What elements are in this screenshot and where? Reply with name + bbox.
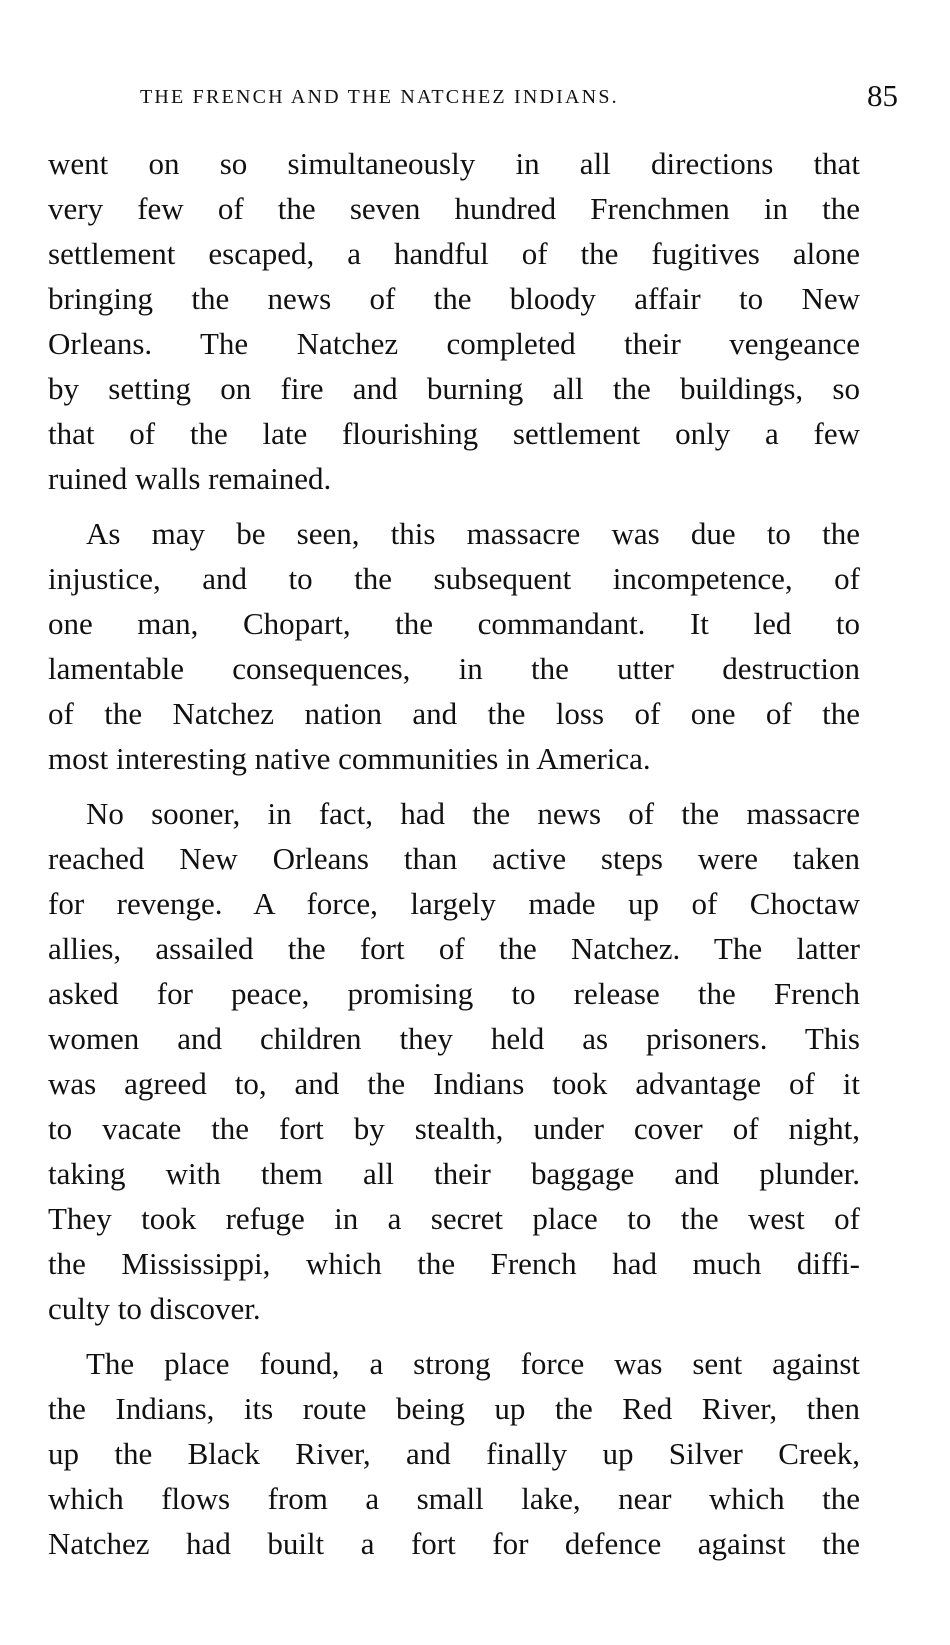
text-line: Natchez had built a fort for defence against the <box>48 1526 860 1561</box>
running-head <box>50 78 900 118</box>
text-line: went on so simultaneously in all directions that <box>48 146 860 181</box>
text-line: for revenge. A force, largely made up of Choctaw <box>48 886 860 921</box>
paragraph-3 <box>48 791 860 1331</box>
text-line: very few of the seven hundred Frenchmen in the <box>48 191 860 226</box>
page-number: 85 <box>867 78 898 113</box>
text-line: most interesting native communities in America. <box>48 741 651 776</box>
body-text <box>48 141 860 1576</box>
text-line: that of the late flourishing settlement only a few <box>48 416 860 451</box>
text-line: asked for peace, promising to release the French <box>48 976 860 1011</box>
text-line: up the Black River, and finally up Silver Creek, <box>48 1436 860 1471</box>
text-line: bringing the news of the bloody affair to New <box>48 281 860 316</box>
paragraph-1 <box>48 141 860 501</box>
text-line: taking with them all their baggage and plunder. <box>48 1156 860 1191</box>
text-line: the Indians, its route being up the Red River, then <box>48 1391 860 1426</box>
text-line: the Mississippi, which the French had much diffi- <box>48 1246 860 1281</box>
text-line: settlement escaped, a handful of the fugitives alone <box>48 236 860 271</box>
text-line: women and children they held as prisoners. This <box>48 1021 860 1056</box>
text-line: which flows from a small lake, near which the <box>48 1481 860 1516</box>
text-line: was agreed to, and the Indians took advantage of it <box>48 1066 860 1101</box>
text-line: The place found, a strong force was sent against <box>86 1346 860 1381</box>
text-line: of the Natchez nation and the loss of one of the <box>48 696 860 731</box>
running-title: THE FRENCH AND THE NATCHEZ INDIANS. <box>140 86 619 108</box>
text-line: No sooner, in fact, had the news of the massacre <box>86 796 860 831</box>
paragraph-2 <box>48 511 860 781</box>
text-line: culty to discover. <box>48 1291 261 1326</box>
text-line: injustice, and to the subsequent incompetence, of <box>48 561 860 596</box>
text-line: allies, assailed the fort of the Natchez. The latter <box>48 931 860 966</box>
text-line: reached New Orleans than active steps were taken <box>48 841 860 876</box>
text-line: lamentable consequences, in the utter destruction <box>48 651 860 686</box>
text-line: one man, Chopart, the commandant. It led to <box>48 606 860 641</box>
text-line: to vacate the fort by stealth, under cover of night, <box>48 1111 860 1146</box>
text-line: ruined walls remained. <box>48 461 332 496</box>
text-line: As may be seen, this massacre was due to the <box>86 516 860 551</box>
text-line: by setting on fire and burning all the buildings, so <box>48 371 860 406</box>
text-line: Orleans. The Natchez completed their vengeance <box>48 326 860 361</box>
paragraph-4 <box>48 1341 860 1566</box>
text-line: They took refuge in a secret place to the west of <box>48 1201 860 1236</box>
